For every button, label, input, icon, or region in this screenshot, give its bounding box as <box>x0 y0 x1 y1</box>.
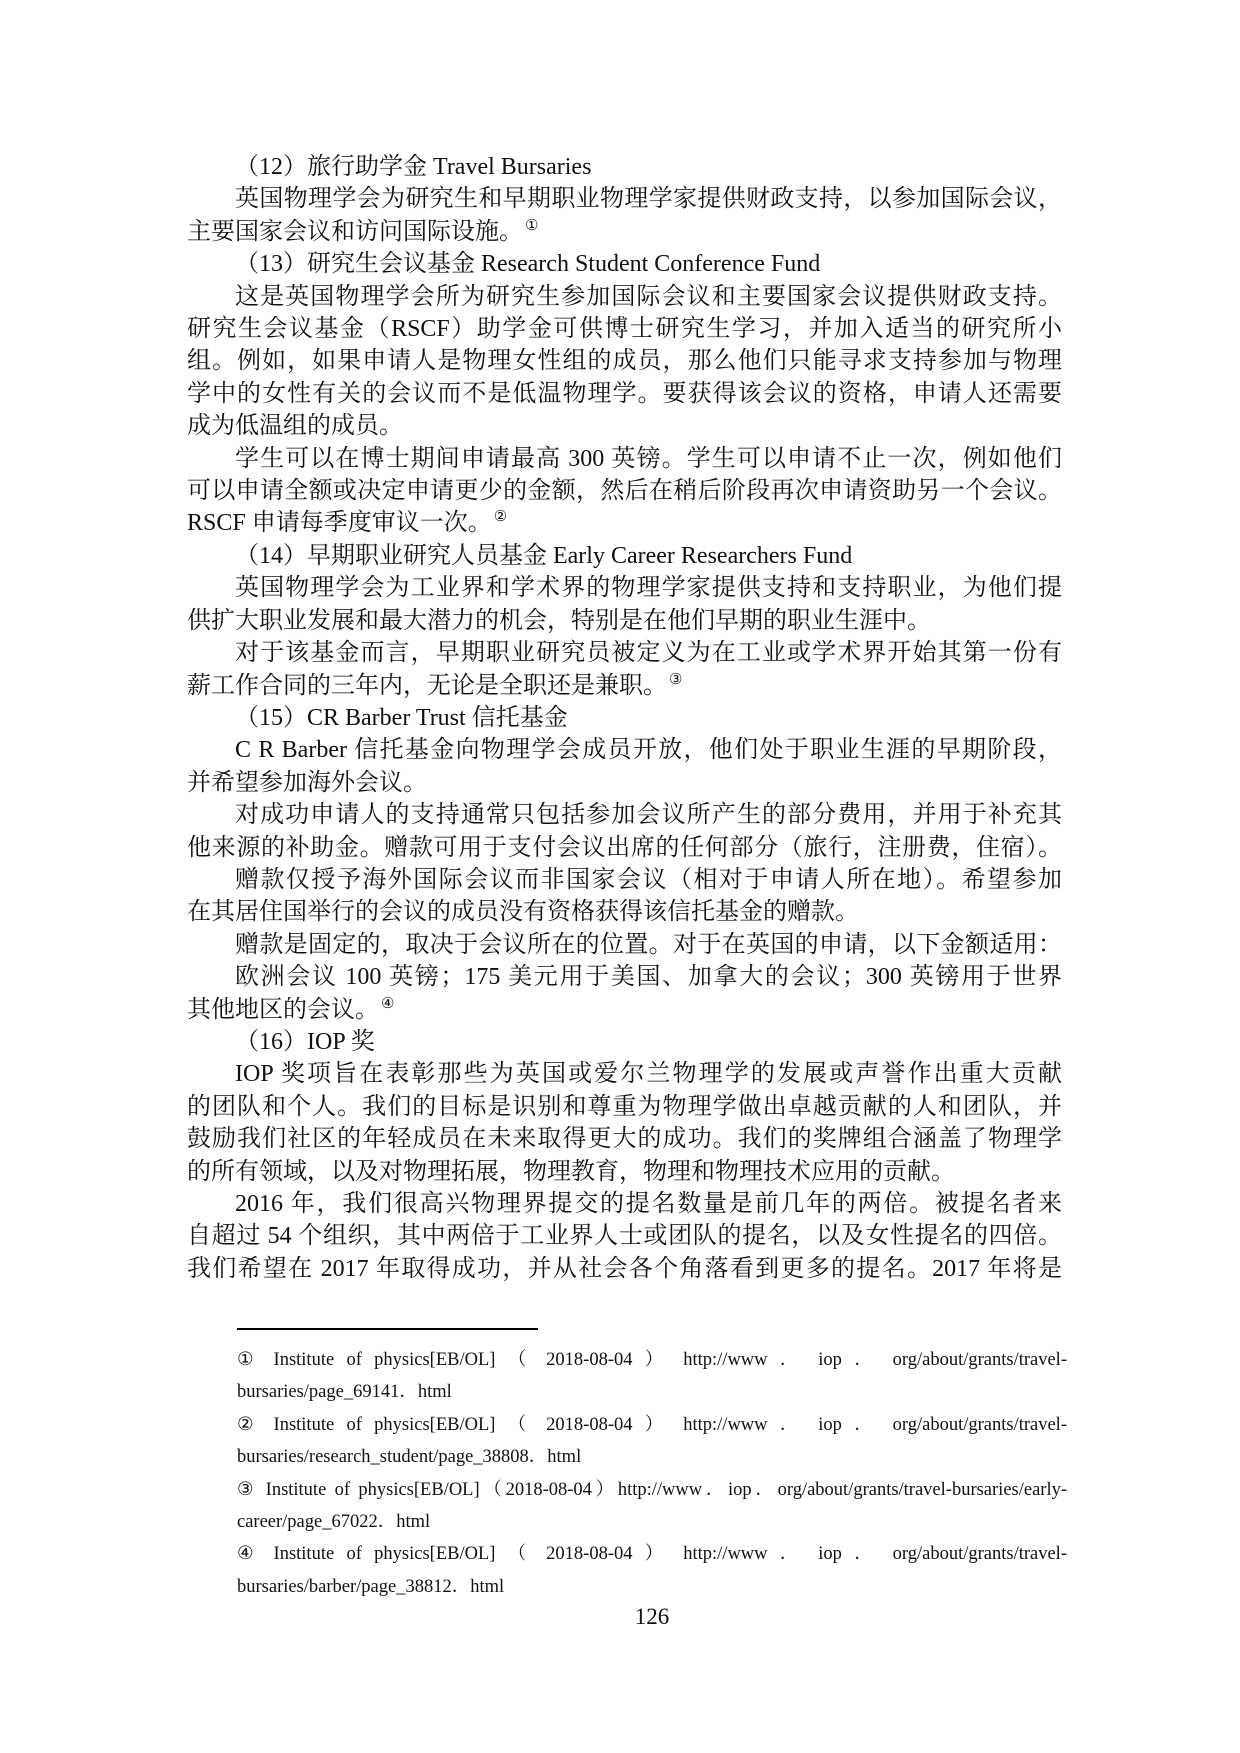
body-line <box>187 799 1062 831</box>
footnote-continuation-line <box>237 1571 1067 1603</box>
footnote-text: bursaries/research_student/page_38808．html <box>237 1447 582 1468</box>
body-line <box>187 896 1062 928</box>
footnote-first-line <box>237 1538 1067 1570</box>
body-line <box>187 1123 1062 1155</box>
line-text: 成为低温组的成员。 <box>187 413 403 440</box>
footnote-continuation-line <box>237 1506 1067 1538</box>
footnote-item <box>237 1409 1067 1474</box>
line-text: 对于该基金而言，早期职业研究员被定义为在工业或学术界开始其第一份有 <box>235 640 1062 667</box>
body-line <box>187 183 1062 215</box>
body-text <box>187 151 1062 1285</box>
footnote-first-line <box>237 1344 1067 1376</box>
body-line <box>187 443 1062 475</box>
line-text: 欧洲会议 100 英镑；175 美元用于美国、加拿大的会议；300 英镑用于世界 <box>235 964 1062 991</box>
footnote-text: bursaries/barber/page_38812．html <box>237 1576 505 1597</box>
footnote-text: bursaries/page_69141．html <box>237 1382 452 1403</box>
line-text: 2016 年，我们很高兴物理界提交的提名数量是前几年的两倍。被提名者来 <box>235 1191 1062 1217</box>
body-line <box>187 1220 1062 1252</box>
footnote-text: career/page_67022．html <box>237 1512 431 1533</box>
body-line <box>187 961 1062 993</box>
body-line <box>187 216 1062 248</box>
footnotes <box>237 1344 1067 1603</box>
line-text: （15）CR Barber Trust 信托基金 <box>235 704 568 731</box>
body-line <box>187 281 1062 313</box>
footnote-item <box>237 1344 1067 1409</box>
line-text: 组。例如，如果申请人是物理女性组的成员，那么他们只能寻求支持参加与物理 <box>187 348 1062 375</box>
body-line <box>187 864 1062 896</box>
body-line <box>187 767 1062 799</box>
footnote-first-line <box>237 1474 1067 1506</box>
footnote-marker: ② <box>237 1414 262 1435</box>
line-text: 学中的女性有关的会议而不是低温物理学。要获得该会议的资格，申请人还需要 <box>187 380 1062 407</box>
footnote-marker: ① <box>237 1350 262 1370</box>
line-text: 的所有领域，以及对物理拓展，物理教育，物理和物理技术应用的贡献。 <box>187 1158 955 1185</box>
body-line <box>187 605 1062 637</box>
body-line <box>187 1253 1062 1285</box>
footnote-continuation-line <box>237 1441 1067 1473</box>
line-text: 赠款是固定的，取决于会议所在的位置。对于在英国的申请，以下金额适用： <box>235 931 1062 958</box>
body-line <box>187 1188 1062 1220</box>
footnote-text: Institute of physics[EB/OL]（2018-08-04）http://www．iop．org/about/grants/travel-bursaries/early- <box>265 1479 1067 1500</box>
line-text: 供扩大职业发展和最大潜力的机会，特别是在他们早期的职业生涯中。 <box>187 607 931 634</box>
line-text: 主要国家会议和访问国际设施。 <box>187 218 523 245</box>
line-text: 鼓励我们社区的年轻成员在未来取得更大的成功。我们的奖牌组合涵盖了物理学 <box>187 1126 1062 1153</box>
line-text: 赠款仅授予海外国际会议而非国家会议（相对于申请人所在地）。希望参加 <box>235 866 1062 893</box>
line-text: （12）旅行助学金 Travel Bursaries <box>235 154 592 180</box>
body-line <box>187 475 1062 507</box>
line-text: （16）IOP 奖 <box>235 1028 375 1055</box>
footnote-continuation-line <box>237 1376 1067 1408</box>
heading-line <box>187 702 1062 734</box>
line-text: 研究生会议基金（RSCF）助学金可供博士研究生学习，并加入适当的研究所小 <box>187 316 1062 343</box>
line-text: 对成功申请人的支持通常只包括参加会议所产生的部分费用，并用于补充其 <box>235 802 1062 829</box>
line-text: 这是英国物理学会所为研究生参加国际会议和主要国家会议提供财政支持。 <box>235 283 1062 310</box>
line-text: 他来源的补助金。赠款可用于支付会议出席的任何部分（旅行，注册费，住宿）。 <box>187 834 1062 861</box>
body-line <box>187 929 1062 961</box>
line-text: IOP 奖项旨在表彰那些为英国或爱尔兰物理学的发展或声誉作出重大贡献 <box>235 1061 1062 1088</box>
line-text: 我们希望在 2017 年取得成功，并从社会各个角落看到更多的提名。2017 年将是 <box>187 1255 1062 1282</box>
footnote-ref: ② <box>493 509 508 526</box>
body-line <box>187 994 1062 1026</box>
line-text: RSCF 申请每季度审议一次。 <box>187 510 492 537</box>
line-text: 可以申请全额或决定申请更少的金额，然后在稍后阶段再次申请资助另一个会议。 <box>187 478 1062 505</box>
footnote-text: Institute of physics[EB/OL] （ 2018-08-04 ） http://www ． iop ． org/about/grants/travel- <box>273 1414 1067 1435</box>
footnote-item <box>237 1474 1067 1539</box>
body-line <box>187 734 1062 766</box>
page-number: 126 <box>634 1604 670 1629</box>
line-text: C R Barber 信托基金向物理学会成员开放，他们处于职业生涯的早期阶段， <box>235 737 1062 764</box>
body-line <box>187 670 1062 702</box>
body-line <box>187 313 1062 345</box>
line-text: 英国物理学会为工业界和学术界的物理学家提供支持和支持职业，为他们提 <box>235 575 1062 602</box>
footnote-ref: ① <box>525 217 539 234</box>
body-line <box>187 1058 1062 1090</box>
line-text: 自超过 54 个组织，其中两倍于工业界人士或团队的提名，以及女性提名的四倍。 <box>187 1223 1062 1250</box>
footnote-first-line <box>237 1409 1067 1441</box>
line-text: 其他地区的会议。 <box>187 996 379 1023</box>
line-text: 英国物理学会为研究生和早期职业物理学家提供财政支持，以参加国际会议， <box>235 186 1062 213</box>
footnote-text: Institute of physics[EB/OL] （ 2018-08-04 ） http://www ． iop ． org/about/grants/travel- <box>273 1544 1067 1565</box>
heading-line <box>187 151 1062 183</box>
body-line <box>187 410 1062 442</box>
body-line <box>187 507 1062 539</box>
heading-line <box>187 248 1062 280</box>
heading-line <box>187 1026 1062 1058</box>
line-text: 学生可以在博士期间申请最高 300 英镑。学生可以申请不止一次，例如他们 <box>235 445 1062 472</box>
body-line <box>187 832 1062 864</box>
footnote-ref: ③ <box>669 671 683 688</box>
body-line <box>187 345 1062 377</box>
footnote-marker: ③ <box>237 1479 258 1500</box>
footnote-item <box>237 1538 1067 1603</box>
body-line <box>187 1156 1062 1188</box>
footnote-marker: ④ <box>237 1544 262 1565</box>
heading-line <box>187 540 1062 572</box>
body-line <box>187 637 1062 669</box>
line-text: 的团队和个人。我们的目标是识别和尊重为物理学做出卓越贡献的人和团队，并 <box>187 1093 1062 1120</box>
body-line <box>187 572 1062 604</box>
line-text: 并希望参加海外会议。 <box>187 769 427 796</box>
line-text: （13）研究生会议基金 Research Student Conference Fund <box>235 251 821 278</box>
body-line <box>187 1091 1062 1123</box>
line-text: 薪工作合同的三年内，无论是全职还是兼职。 <box>187 672 667 699</box>
footnote-separator <box>237 1328 538 1330</box>
body-line <box>187 378 1062 410</box>
footnote-ref: ④ <box>381 995 395 1012</box>
footnote-text: Institute of physics[EB/OL] （ 2018-08-04 ） http://www ． iop ． org/about/grants/travel- <box>273 1350 1067 1370</box>
line-text: （14）早期职业研究人员基金 Early Career Researchers Fund <box>235 542 853 569</box>
line-text: 在其居住国举行的会议的成员没有资格获得该信托基金的赠款。 <box>187 899 859 926</box>
